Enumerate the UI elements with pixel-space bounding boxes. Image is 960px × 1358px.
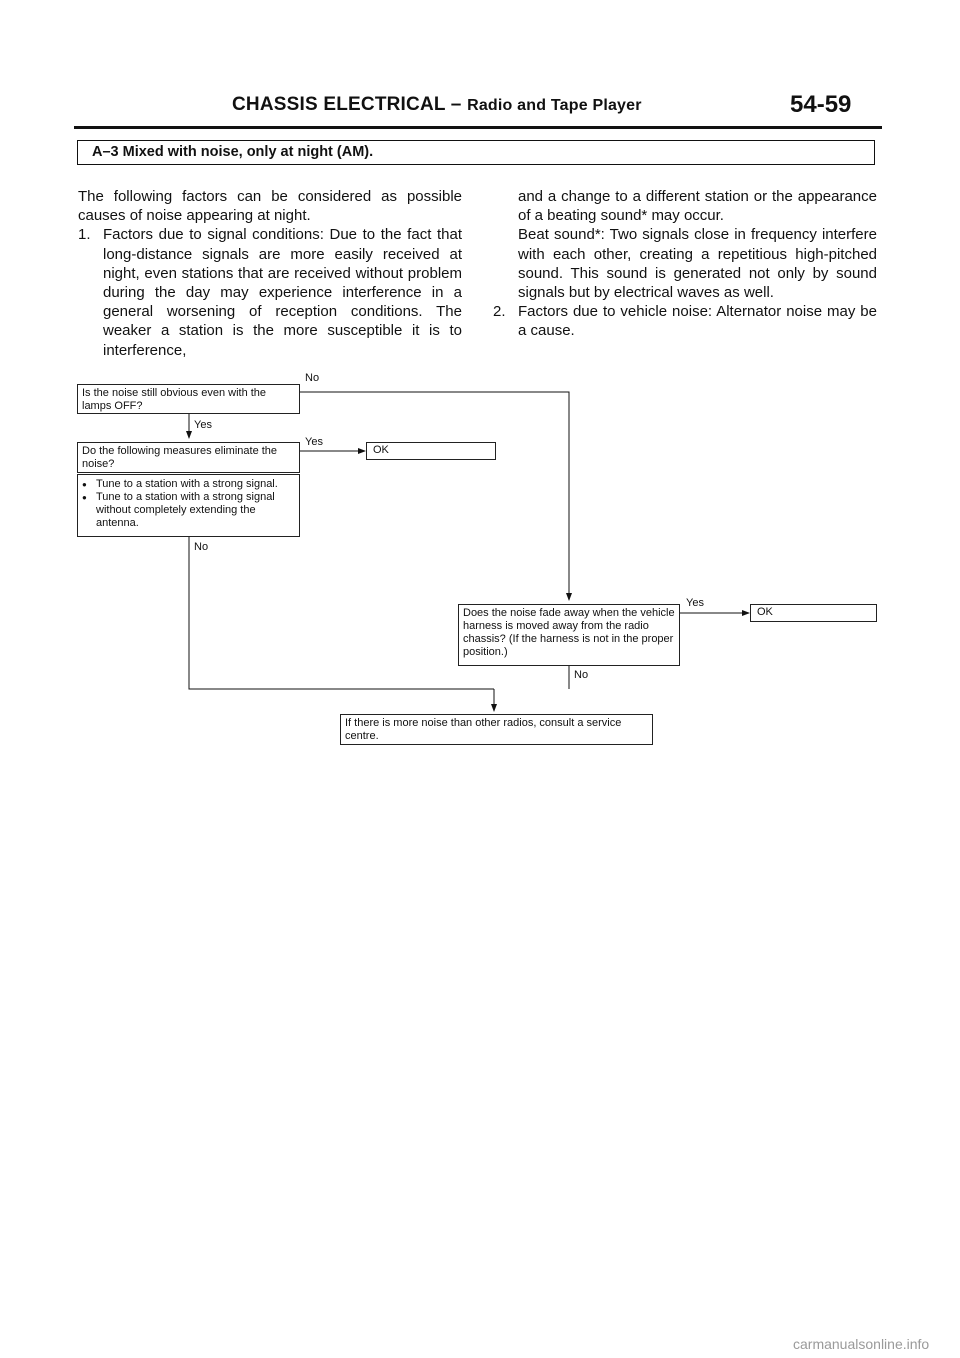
flow-measures — [77, 474, 300, 537]
factor-item-1-number: 1. — [78, 226, 91, 244]
bullet-icon: ● — [82, 480, 87, 489]
factor-item-1-continued: and a change to a different station or the appearance of a beating sound* may occur. — [518, 188, 877, 225]
flow-measure-2-text: Tune to a station with a strong signal without completely extending the antenna. — [96, 491, 275, 529]
bullet-icon: ● — [82, 493, 87, 502]
page-number: 54-59 — [790, 91, 852, 118]
flow-question-3 — [458, 604, 680, 666]
beat-sound-note: Beat sound*: Two signals close in frequency interfere with each other, creating a repetitious high-pitched sound. This sound is generated not only by sound signals but by electrical waves as well. — [518, 226, 877, 302]
flow-final-action — [340, 714, 653, 745]
flow-ok-2-text: OK — [757, 606, 773, 618]
intro-lead: The following factors can be considered as possible causes of noise appearing at night. — [78, 188, 462, 225]
header-section: CHASSIS ELECTRICAL — [232, 94, 446, 115]
flow-q3-no-label: No — [574, 669, 589, 681]
flow-ok-2 — [750, 604, 877, 622]
header-dash: – — [445, 94, 468, 115]
section-title: A–3 Mixed with noise, only at night (AM). — [92, 144, 374, 160]
flow-question-2 — [77, 442, 300, 473]
flow-q1-yes-label: Yes — [194, 419, 212, 431]
flow-q3-yes-label: Yes — [686, 597, 704, 609]
flow-q2-no-label: No — [194, 541, 209, 553]
flow-final-action-text: If there is more noise than other radios, consult a service centre. — [345, 717, 622, 742]
q2-no-line — [189, 537, 494, 689]
flow-measure-1-text: Tune to a station with a strong signal. — [96, 478, 278, 490]
flow-ok-1-text: OK — [373, 444, 389, 456]
factor-item-2-text: Factors due to vehicle noise: Alternator noise may be a cause. — [518, 303, 877, 340]
flow-question-1 — [77, 384, 300, 414]
flow-ok-1 — [366, 442, 496, 460]
flow-question-2-text: Do the following measures eliminate the noise? — [82, 445, 278, 470]
factor-item-1-text: Factors due to signal conditions: Due to the fact that long-distance signals are more easily received at night, even stations that are received without problem during the day may experience interference in a general worsening of reception conditions. The weaker a station is the more susceptible it is to interference, — [103, 226, 462, 359]
flow-question-3-text: Does the noise fade away when the vehicle harness is moved away from the radio chassis? (If the harness is not in the proper position.) — [463, 607, 675, 658]
flow-q1-no-label: No — [305, 372, 320, 384]
flow-measure-2 — [82, 491, 295, 530]
footer-watermark: carmanualsonline.info — [793, 1336, 930, 1352]
header-subsection: Radio and Tape Player — [467, 97, 642, 114]
flow-q2-yes-label: Yes — [305, 436, 323, 448]
flow-question-1-text: Is the noise still obvious even with the lamps OFF? — [82, 387, 267, 412]
factor-item-2-number: 2. — [493, 303, 506, 321]
flow-measure-1 — [82, 478, 295, 491]
q1-no-line — [300, 392, 569, 600]
